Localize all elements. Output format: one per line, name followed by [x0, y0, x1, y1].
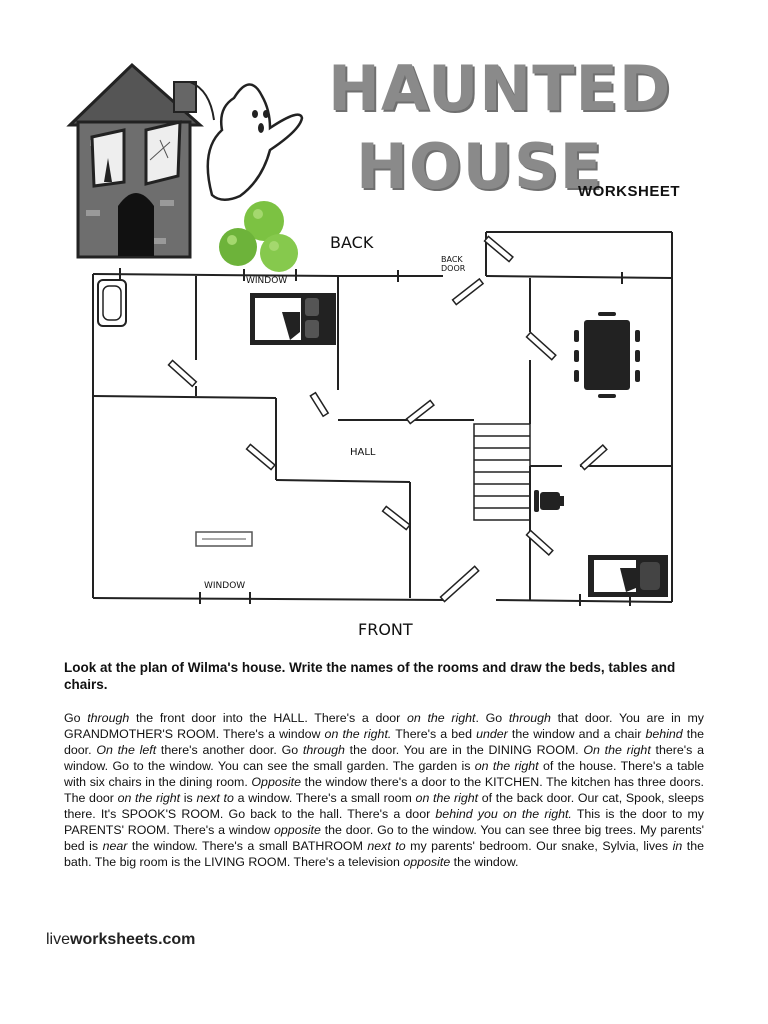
story-emphasis: next to [196, 791, 234, 805]
stairs-icon [474, 424, 530, 520]
story-run: that door. You are in my GRANDMOTHER'S ROOM. There's a window [64, 711, 705, 741]
brand-worksheets: worksheets [70, 931, 159, 948]
story-emphasis: on the right [415, 791, 479, 805]
story-emphasis: on the right [474, 759, 539, 773]
plan-label-hall: HALL [350, 447, 376, 458]
story-run: the window. [450, 855, 519, 869]
tree-icon [219, 201, 298, 272]
story-emphasis: behind you on the right. [435, 807, 572, 821]
television-icon [196, 532, 252, 546]
story-emphasis: on the right. [324, 727, 392, 741]
dining-table-icon [574, 312, 640, 398]
story-emphasis: next to [367, 839, 406, 853]
story-emphasis: opposite [403, 855, 451, 869]
plan-label-front: FRONT [358, 620, 413, 639]
plan-label-back: BACK [330, 233, 374, 252]
bed-icon [250, 293, 336, 345]
instructions-text: Look at the plan of Wilma's house. Write the names of the rooms and draw the beds, tables and chairs. [64, 660, 676, 692]
worksheet-label: WORKSHEET [578, 183, 680, 200]
story-run: the front door into the HALL. There's a door [129, 711, 407, 725]
story-emphasis: under [476, 727, 508, 741]
haunted-house-icon [70, 65, 200, 257]
brand-live: live [46, 931, 71, 948]
story-run: there's a window. Go to the window. You can see the small garden. The garden is [64, 743, 704, 773]
bath-icon [98, 280, 126, 326]
story-emphasis: On the left [96, 743, 157, 757]
story-emphasis: on the right [117, 791, 181, 805]
plan-label-window-top: WINDOW [246, 276, 288, 286]
story-run: my parents' bedroom. Our snake, Sylvia, lives [405, 839, 673, 853]
story-emphasis: through [87, 711, 130, 725]
story-emphasis: Opposite [251, 775, 302, 789]
story-emphasis: On the right [583, 743, 651, 757]
story-run: the door. Go to the window. You can see three big trees. My parents' bed is [64, 823, 705, 853]
story-emphasis: through [508, 711, 551, 725]
bed-icon [588, 555, 668, 597]
story-run: of the back door. Our cat, Spook, sleeps there. It's SPOOK'S ROOM. Go back to the hall. There's a door [64, 791, 704, 821]
story-emphasis: behind [645, 727, 683, 741]
story-run: the bath. The big room is the LIVING ROOM. There's a television [64, 839, 704, 869]
story-run: This is the door to my PARENTS' ROOM. There's a window [64, 807, 704, 837]
story-run: a window. There's a small room [233, 791, 416, 805]
doors [169, 236, 607, 601]
brand-suffix: .com [158, 931, 196, 948]
story-run: the door. You are in the DINING ROOM. [344, 743, 584, 757]
story-run: the window there's a door to the KITCHEN. The kitchen has three doors. The door [64, 775, 704, 805]
chair-icon [534, 490, 564, 512]
floor-plan [93, 232, 672, 606]
ghost-icon [190, 82, 302, 200]
story-text [64, 710, 704, 870]
story-run: There's a bed [391, 727, 477, 741]
story-run: there's another door. Go [156, 743, 303, 757]
story-run: . Go [475, 711, 509, 725]
story-emphasis: near [102, 839, 128, 853]
story-emphasis: in [672, 839, 683, 853]
story-run: is [180, 791, 197, 805]
title-haunted: HAUNTED [328, 52, 672, 125]
story-run: the window. There's a small BATHROOM [127, 839, 368, 853]
story-emphasis: through [302, 743, 345, 757]
plan-label-back-door: BACK DOOR [441, 255, 466, 273]
plan-label-window-bottom: WINDOW [204, 581, 246, 591]
story-run: the window and a chair [507, 727, 646, 741]
footer-brand [46, 931, 195, 949]
story-run: of the house. There's a table with six chairs in the dining room. [64, 759, 704, 789]
story-run: the door. [64, 727, 704, 757]
story-run: Go [64, 711, 88, 725]
story-emphasis: on the right [407, 711, 476, 725]
story-emphasis: opposite [274, 823, 321, 837]
title-house: HOUSE [356, 130, 603, 203]
